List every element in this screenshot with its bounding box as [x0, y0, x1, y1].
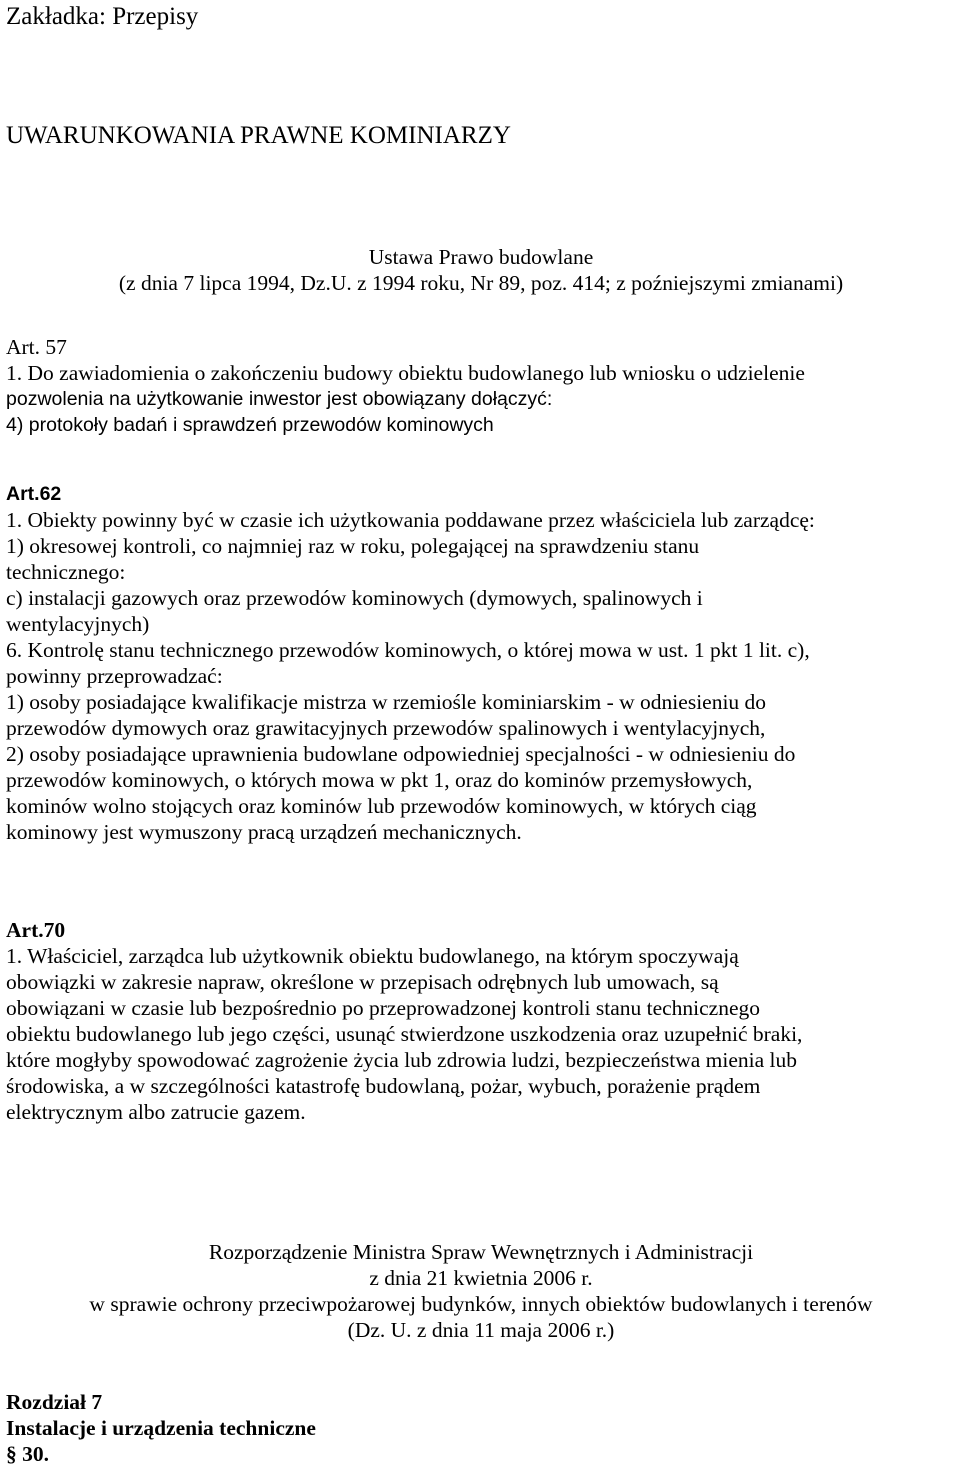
- article-line: 6. Kontrolę stanu technicznego przewodów kominowych, o której mowa w ust. 1 pkt 1 lit. c),: [6, 638, 810, 662]
- act-reference: [6, 244, 956, 296]
- regulation-line: z dnia 21 kwietnia 2006 r.: [369, 1266, 593, 1290]
- article-line: 1. Właściciel, zarządca lub użytkownik obiektu budowlanego, na którym spoczywają: [6, 944, 739, 968]
- article-62: [6, 481, 958, 845]
- article-line: pozwolenia na użytkowanie inwestor jest obowiązany dołączyć:: [6, 388, 553, 410]
- article-70: [6, 917, 958, 1125]
- chapter-heading: Rozdział 7: [6, 1390, 103, 1414]
- article-line: kominów wolno stojących oraz kominów lub przewodów kominowych, w których ciąg: [6, 794, 757, 818]
- article-line: 4) protokoły badań i sprawdzeń przewodów kominowych: [6, 414, 494, 436]
- chapter-title: Instalacje i urządzenia techniczne: [6, 1416, 316, 1440]
- article-line: które mogłyby spowodować zagrożenie życia lub zdrowia ludzi, bezpieczeństwa mienia lub: [6, 1048, 798, 1072]
- main-title: UWARUNKOWANIA PRAWNE KOMINIARZY: [6, 122, 511, 149]
- regulation-line: (Dz. U. z dnia 11 maja 2006 r.): [347, 1318, 615, 1342]
- article-line: c) instalacji gazowych oraz przewodów kominowych (dymowych, spalinowych i: [6, 586, 703, 610]
- article-line: 1) osoby posiadające kwalifikacje mistrza w rzemiośle kominiarskim - w odniesieniu do: [6, 690, 767, 714]
- tab-title: Zakładka: Przepisy: [6, 3, 199, 30]
- article-line: 2) osoby posiadające uprawnienia budowlane odpowiedniej specjalności - w odniesieniu do: [6, 742, 796, 766]
- article-line: elektrycznym albo zatrucie gazem.: [6, 1100, 306, 1124]
- article-57: [6, 334, 958, 438]
- article-line: technicznego:: [6, 560, 126, 584]
- article-line: wentylacyjnych): [6, 612, 150, 636]
- article-line: środowiska, a w szczególności katastrofę budowlaną, pożar, wybuch, porażenie prądem: [6, 1074, 761, 1098]
- article-line: przewodów kominowych, o których mowa w pkt 1, oraz do kominów przemysłowych,: [6, 768, 753, 792]
- article-line: obiektu budowlanego lub jego części, usunąć stwierdzone uszkodzenia oraz uzupełnić braki,: [6, 1022, 803, 1046]
- article-line: 1. Obiekty powinny być w czasie ich użytkowania poddawane przez właściciela lub zarządcę:: [6, 508, 815, 532]
- regulation-line: Rozporządzenie Ministra Spraw Wewnętrznych i Administracji: [208, 1240, 754, 1264]
- article-heading: Art. 57: [6, 335, 67, 359]
- article-line: obowiązki w zakresie napraw, określone w przepisach odrębnych lub umowach, są: [6, 970, 719, 994]
- article-line: powinny przeprowadzać:: [6, 664, 223, 688]
- article-heading: Art.62: [6, 483, 62, 505]
- article-line: obowiązani w czasie lub bezpośrednio po przeprowadzonej kontroli stanu technicznego: [6, 996, 761, 1020]
- regulation-reference: [6, 1239, 956, 1343]
- article-line: przewodów dymowych oraz grawitacyjnych przewodów spalinowych i wentylacyjnych,: [6, 716, 766, 740]
- act-citation: (z dnia 7 lipca 1994, Dz.U. z 1994 roku, Nr 89, poz. 414; z poźniejszymi zmianami): [118, 271, 844, 295]
- article-line: kominowy jest wymuszony pracą urządzeń mechanicznych.: [6, 820, 522, 844]
- article-line: 1) okresowej kontroli, co najmniej raz w roku, polegającej na sprawdzeniu stanu: [6, 534, 700, 558]
- article-heading: Art.70: [6, 918, 66, 942]
- section-number: § 30.: [6, 1442, 49, 1466]
- regulation-line: w sprawie ochrony przeciwpożarowej budynków, innych obiektów budowlanych i terenów: [89, 1292, 873, 1316]
- article-line: 1. Do zawiadomienia o zakończeniu budowy obiektu budowlanego lub wniosku o udzielenie: [6, 361, 805, 385]
- act-name: Ustawa Prawo budowlane: [368, 245, 594, 269]
- chapter: [6, 1389, 958, 1467]
